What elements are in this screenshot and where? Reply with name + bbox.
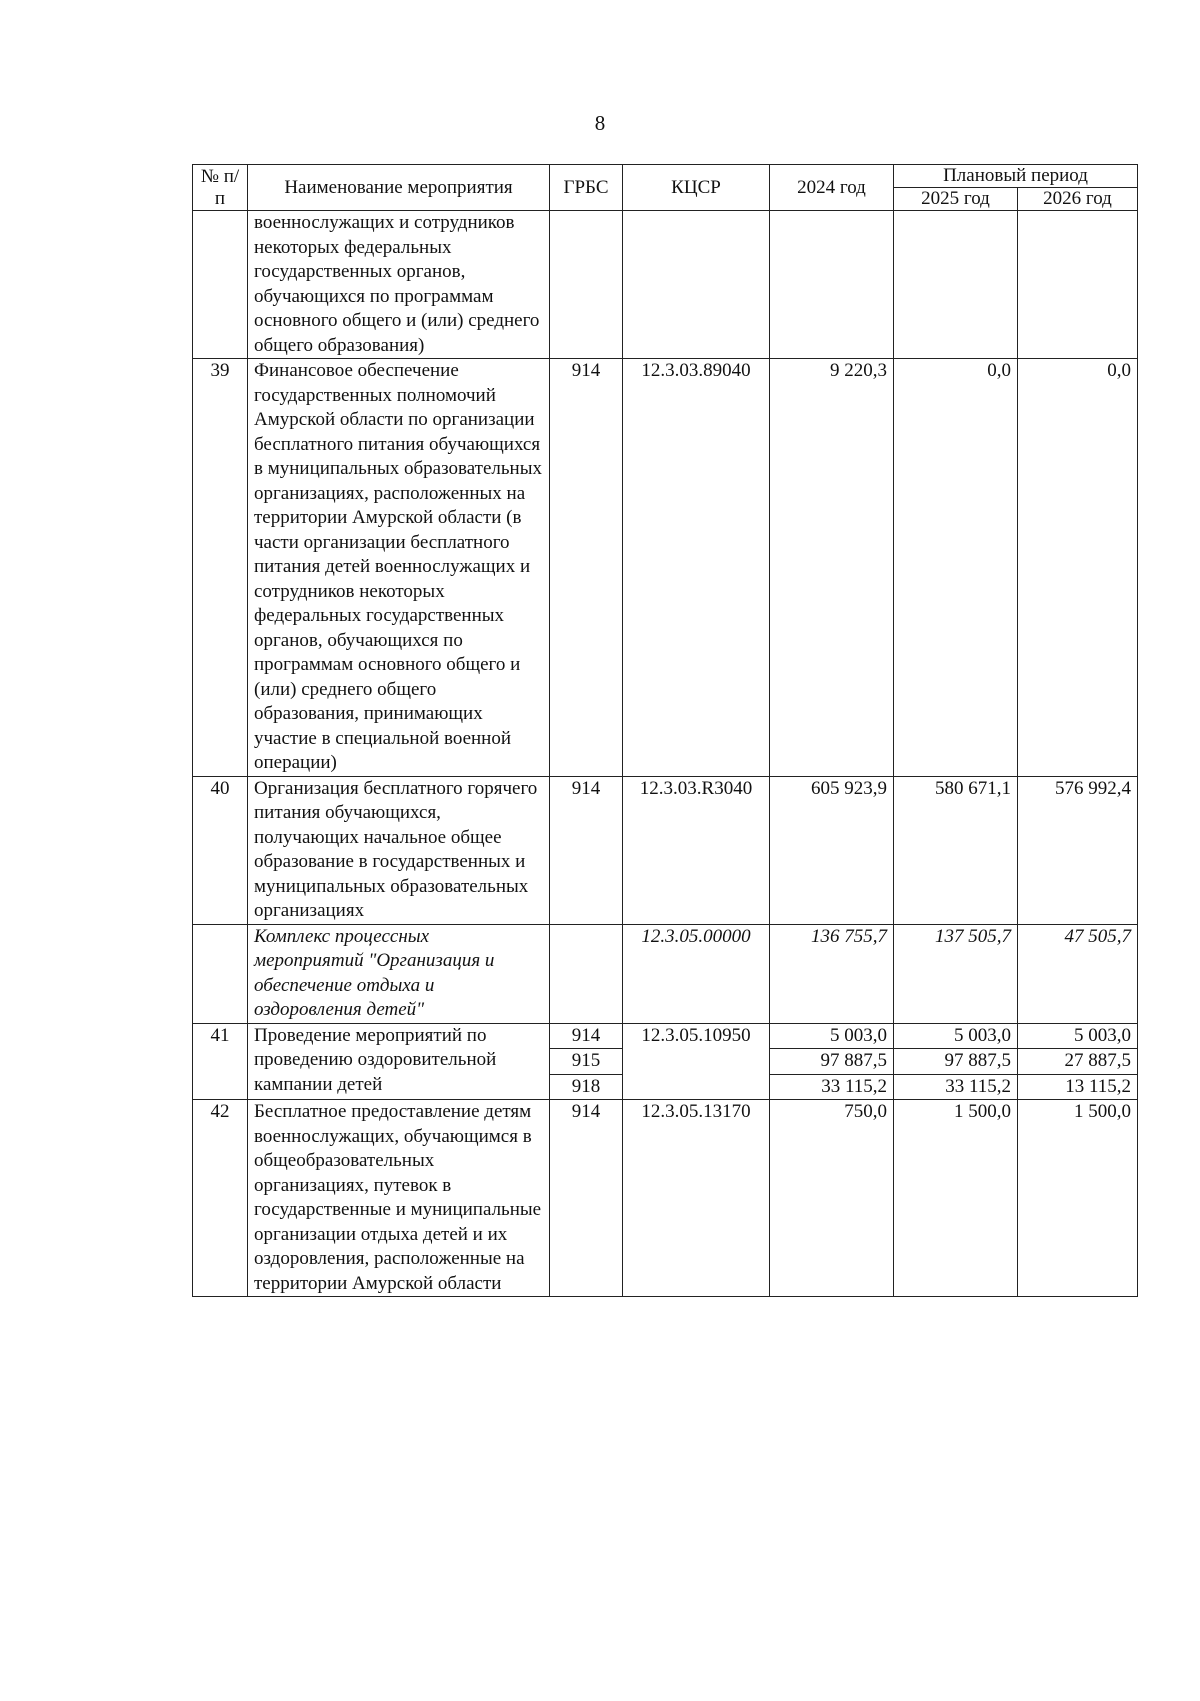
cell-kcsr: 12.3.05.10950 bbox=[623, 1023, 770, 1100]
cell-2024: 5 003,0 bbox=[770, 1023, 894, 1049]
cell-2026: 5 003,0 bbox=[1018, 1023, 1138, 1049]
cell-grbs: 914 bbox=[550, 776, 623, 924]
cell-2026: 0,0 bbox=[1018, 359, 1138, 777]
cell-2026: 27 887,5 bbox=[1018, 1049, 1138, 1075]
cell-name: Проведение мероприятий по проведению оздоровительной кампании детей bbox=[248, 1023, 550, 1100]
cell-2025: 97 887,5 bbox=[894, 1049, 1018, 1075]
cell-name: военнослужащих и сотрудников некоторых федеральных государственных органов, обучающихся по программам основного общего и (или) среднего общего образования) bbox=[248, 211, 550, 359]
cell-2025 bbox=[894, 211, 1018, 359]
cell-kcsr: 12.3.03.R3040 bbox=[623, 776, 770, 924]
cell-grbs: 918 bbox=[550, 1074, 623, 1100]
cell-2024: 136 755,7 bbox=[770, 924, 894, 1023]
cell-kcsr: 12.3.05.13170 bbox=[623, 1100, 770, 1297]
table-row-39 bbox=[193, 359, 1138, 777]
cell-2024 bbox=[770, 211, 894, 359]
cell-kcsr: 12.3.03.89040 bbox=[623, 359, 770, 777]
cell-grbs: 914 bbox=[550, 1023, 623, 1049]
cell-name: Организация бесплатного горячего питания обучающихся, получающих начальное общее образование в государственных и муниципальных образовательных организациях bbox=[248, 776, 550, 924]
header-grbs: ГРБС bbox=[550, 165, 623, 211]
cell-grbs: 915 bbox=[550, 1049, 623, 1075]
cell-2025: 0,0 bbox=[894, 359, 1018, 777]
header-2024: 2024 год bbox=[770, 165, 894, 211]
cell-2026 bbox=[1018, 211, 1138, 359]
cell-2025: 137 505,7 bbox=[894, 924, 1018, 1023]
cell-2026: 13 115,2 bbox=[1018, 1074, 1138, 1100]
cell-num: 41 bbox=[193, 1023, 248, 1100]
cell-num: 40 bbox=[193, 776, 248, 924]
table-row-complex bbox=[193, 924, 1138, 1023]
cell-grbs: 914 bbox=[550, 1100, 623, 1297]
cell-2025: 1 500,0 bbox=[894, 1100, 1018, 1297]
cell-2025: 580 671,1 bbox=[894, 776, 1018, 924]
header-2025: 2025 год bbox=[894, 188, 1018, 211]
table-row-continuation bbox=[193, 211, 1138, 359]
table-row-40 bbox=[193, 776, 1138, 924]
cell-num: 39 bbox=[193, 359, 248, 777]
cell-2024: 750,0 bbox=[770, 1100, 894, 1297]
cell-2025: 33 115,2 bbox=[894, 1074, 1018, 1100]
header-name: Наименование мероприятия bbox=[248, 165, 550, 211]
header-kcsr: КЦСР bbox=[623, 165, 770, 211]
cell-kcsr: 12.3.05.00000 bbox=[623, 924, 770, 1023]
cell-2024: 33 115,2 bbox=[770, 1074, 894, 1100]
table-row-41 bbox=[193, 1023, 1138, 1049]
cell-name: Комплекс процессных мероприятий "Организация и обеспечение отдыха и оздоровления детей" bbox=[248, 924, 550, 1023]
cell-num bbox=[193, 924, 248, 1023]
header-2026: 2026 год bbox=[1018, 188, 1138, 211]
header-planned-period: Плановый период bbox=[894, 165, 1138, 188]
cell-num bbox=[193, 211, 248, 359]
cell-grbs: 914 bbox=[550, 359, 623, 777]
cell-grbs bbox=[550, 924, 623, 1023]
table-header-row bbox=[193, 165, 1138, 188]
cell-name: Бесплатное предоставление детям военнослужащих, обучающимся в общеобразовательных организациях, путевок в государственные и муниципальные организации отдыха детей и их оздоровления, расположенные на территории Амурской области bbox=[248, 1100, 550, 1297]
cell-kcsr bbox=[623, 211, 770, 359]
page-number: 8 bbox=[594, 111, 606, 135]
table-row-42 bbox=[193, 1100, 1138, 1297]
cell-2025: 5 003,0 bbox=[894, 1023, 1018, 1049]
cell-2026: 1 500,0 bbox=[1018, 1100, 1138, 1297]
cell-num: 42 bbox=[193, 1100, 248, 1297]
cell-2024: 605 923,9 bbox=[770, 776, 894, 924]
cell-2024: 9 220,3 bbox=[770, 359, 894, 777]
cell-2024: 97 887,5 bbox=[770, 1049, 894, 1075]
cell-name: Финансовое обеспечение государственных полномочий Амурской области по организации бесплатного питания обучающихся в муниципальных образовательных организациях, расположенных на территории Амурской области (в части организации бесплатного питания детей военнослужащих и сотрудников некоторых федеральных государственных органов, обучающихся по программам основного общего и (или) среднего общего образования, принимающих участие в специальной военной операции) bbox=[248, 359, 550, 777]
budget-table bbox=[192, 164, 1138, 1297]
cell-2026: 47 505,7 bbox=[1018, 924, 1138, 1023]
cell-2026: 576 992,4 bbox=[1018, 776, 1138, 924]
cell-grbs bbox=[550, 211, 623, 359]
header-num: № п/п bbox=[193, 165, 248, 211]
